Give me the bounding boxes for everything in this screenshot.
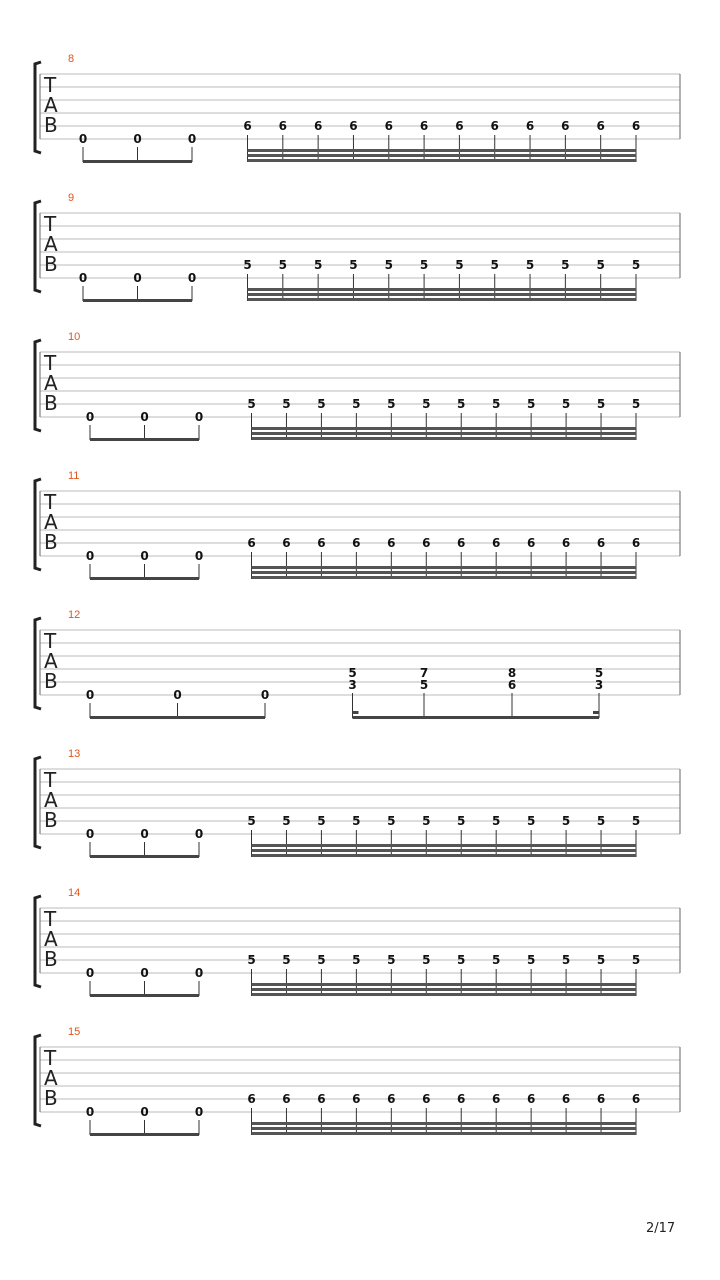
fret-number: 6 — [631, 119, 641, 133]
tab-system — [35, 609, 680, 719]
beam — [252, 1122, 637, 1125]
fret-number: 5 — [352, 814, 361, 828]
beam — [248, 293, 637, 296]
fret-number: 5 — [490, 258, 499, 272]
tab-system — [35, 887, 680, 997]
beam — [90, 994, 199, 997]
fret-number: 5 — [243, 258, 252, 272]
fret-number: 6 — [457, 536, 466, 550]
tab-clef-letter: A — [44, 1066, 58, 1090]
fret-number: 5 — [422, 397, 431, 411]
fret-number: 6 — [352, 1092, 361, 1106]
beam — [252, 427, 637, 430]
tab-clef-letter: T — [44, 907, 57, 931]
tab-clef-letter: B — [44, 113, 58, 137]
fret-number: 5 — [247, 814, 256, 828]
fret-number: 5 — [282, 397, 291, 411]
fret-number: 5 — [352, 397, 361, 411]
beam — [252, 993, 637, 996]
beam-stub — [353, 711, 359, 714]
tab-clef-letter: T — [44, 1046, 57, 1070]
fret-number: 5 — [596, 258, 605, 272]
fret-number: 5 — [594, 666, 604, 680]
measure-number: 13 — [68, 748, 81, 760]
beam — [252, 1132, 637, 1135]
fret-number: 0 — [85, 1105, 95, 1119]
fret-number: 5 — [561, 953, 571, 967]
fret-number: 6 — [387, 536, 396, 550]
tab-clef-letter: B — [44, 530, 58, 554]
tab-clef-letter: A — [44, 93, 58, 117]
fret-number: 0 — [78, 132, 88, 146]
fret-number: 6 — [422, 536, 431, 550]
beam — [83, 160, 192, 163]
fret-number: 5 — [422, 814, 431, 828]
tab-clef-letter: B — [44, 808, 58, 832]
fret-number: 6 — [282, 1092, 291, 1106]
fret-number: 6 — [384, 119, 393, 133]
fret-number: 0 — [133, 271, 142, 285]
fret-number: 5 — [631, 953, 641, 967]
fret-number: 0 — [194, 827, 204, 841]
tab-clef-letter: T — [44, 212, 57, 236]
fret-number: 5 — [348, 666, 357, 680]
fret-number: 5 — [631, 397, 641, 411]
fret-number: 5 — [561, 814, 571, 828]
beam — [252, 849, 637, 852]
tab-clef-letter: A — [44, 649, 58, 673]
beam — [252, 988, 637, 991]
fret-number: 0 — [173, 688, 182, 702]
fret-number: 0 — [133, 132, 142, 146]
beam — [252, 1127, 637, 1130]
fret-number: 6 — [631, 1092, 641, 1106]
fret-number: 5 — [526, 397, 536, 411]
tab-clef-letter: B — [44, 947, 58, 971]
fret-number: 5 — [526, 814, 536, 828]
fret-number: 5 — [282, 814, 291, 828]
tab-system — [35, 192, 680, 302]
measure-number: 10 — [68, 331, 81, 343]
beam — [248, 288, 637, 291]
fret-number: 6 — [313, 119, 323, 133]
fret-number: 5 — [457, 953, 466, 967]
tab-clef-letter: A — [44, 510, 58, 534]
fret-number: 0 — [140, 966, 149, 980]
beam — [248, 154, 637, 157]
fret-number: 5 — [387, 397, 396, 411]
fret-number: 6 — [247, 536, 256, 550]
fret-number: 5 — [422, 953, 431, 967]
fret-number: 5 — [247, 397, 256, 411]
beam — [252, 432, 637, 435]
tab-clef-letter: T — [44, 768, 57, 792]
fret-number: 5 — [313, 258, 323, 272]
beam — [252, 566, 637, 569]
fret-number: 0 — [194, 410, 204, 424]
fret-number: 5 — [317, 814, 326, 828]
fret-number: 6 — [247, 1092, 256, 1106]
beam-stub — [593, 711, 599, 714]
beam — [90, 716, 265, 719]
beam — [353, 716, 600, 719]
fret-number: 6 — [525, 119, 535, 133]
fret-number: 5 — [525, 258, 535, 272]
measure-number: 14 — [68, 887, 81, 899]
fret-number: 5 — [596, 953, 606, 967]
fret-number: 0 — [140, 410, 149, 424]
fret-number: 5 — [631, 258, 641, 272]
fret-number: 3 — [348, 678, 357, 692]
fret-number: 6 — [596, 119, 605, 133]
beam — [252, 983, 637, 986]
fret-number: 0 — [78, 271, 88, 285]
tab-clef-letter: B — [44, 391, 58, 415]
tab-clef-letter: B — [44, 252, 58, 276]
tab-clef-letter: T — [44, 629, 57, 653]
fret-number: 6 — [455, 119, 464, 133]
fret-number: 6 — [349, 119, 358, 133]
fret-number: 6 — [422, 1092, 431, 1106]
fret-number: 0 — [85, 827, 95, 841]
fret-number: 6 — [526, 1092, 536, 1106]
fret-number: 6 — [419, 119, 429, 133]
tab-clef-letter: A — [44, 232, 58, 256]
fret-number: 0 — [140, 549, 149, 563]
beam — [83, 299, 192, 302]
fret-number: 5 — [492, 397, 501, 411]
tab-clef-letter: A — [44, 927, 58, 951]
beam — [248, 149, 637, 152]
fret-number: 0 — [194, 549, 204, 563]
beam — [252, 844, 637, 847]
tab-clef-letter: T — [44, 351, 57, 375]
fret-number: 5 — [349, 258, 358, 272]
fret-number: 0 — [85, 410, 95, 424]
fret-number: 5 — [247, 953, 256, 967]
tab-system — [35, 53, 680, 163]
fret-number: 6 — [492, 536, 501, 550]
tab-clef-letter: B — [44, 1086, 58, 1110]
fret-number: 5 — [384, 258, 393, 272]
fret-number: 5 — [387, 814, 396, 828]
measure-number: 9 — [68, 192, 75, 204]
fret-number: 6 — [526, 536, 536, 550]
fret-number: 6 — [561, 536, 571, 550]
beam — [248, 159, 637, 162]
fret-number: 0 — [85, 549, 95, 563]
fret-number: 6 — [490, 119, 499, 133]
page-number: 2/17 — [646, 1221, 676, 1236]
measure-number: 12 — [68, 609, 81, 621]
beam — [90, 577, 199, 580]
tab-system — [35, 748, 680, 858]
fret-number: 0 — [140, 827, 149, 841]
fret-number: 5 — [457, 397, 466, 411]
fret-number: 0 — [260, 688, 270, 702]
fret-number: 5 — [282, 953, 291, 967]
fret-number: 0 — [140, 1105, 149, 1119]
tab-clef-letter: T — [44, 490, 57, 514]
fret-number: 0 — [85, 688, 95, 702]
tab-clef-letter: T — [44, 73, 57, 97]
fret-number: 5 — [492, 953, 501, 967]
fret-number: 0 — [194, 966, 204, 980]
beam — [252, 854, 637, 857]
fret-number: 7 — [419, 666, 429, 680]
fret-number: 5 — [317, 953, 326, 967]
fret-number: 6 — [387, 1092, 396, 1106]
fret-number: 5 — [419, 258, 429, 272]
fret-number: 6 — [596, 1092, 606, 1106]
fret-number: 6 — [631, 536, 641, 550]
fret-number: 5 — [492, 814, 501, 828]
fret-number: 5 — [419, 678, 429, 692]
fret-number: 6 — [492, 1092, 501, 1106]
fret-number: 6 — [317, 536, 326, 550]
fret-number: 5 — [317, 397, 326, 411]
fret-number: 5 — [596, 397, 606, 411]
tab-system — [35, 331, 680, 441]
fret-number: 8 — [507, 666, 517, 680]
fret-number: 5 — [596, 814, 606, 828]
tab-clef-letter: B — [44, 669, 58, 693]
beam — [90, 1133, 199, 1136]
fret-number: 6 — [457, 1092, 466, 1106]
tab-system — [35, 1026, 680, 1136]
fret-number: 5 — [561, 397, 571, 411]
fret-number: 0 — [187, 271, 197, 285]
fret-number: 0 — [194, 1105, 204, 1119]
fret-number: 5 — [387, 953, 396, 967]
beam — [248, 298, 637, 301]
fret-number: 5 — [561, 258, 570, 272]
fret-number: 6 — [352, 536, 361, 550]
beam — [252, 576, 637, 579]
fret-number: 6 — [282, 536, 291, 550]
fret-number: 0 — [187, 132, 197, 146]
measure-number: 15 — [68, 1026, 81, 1038]
fret-number: 6 — [317, 1092, 326, 1106]
measure-number: 11 — [68, 470, 80, 482]
fret-number: 6 — [596, 536, 606, 550]
fret-number: 6 — [561, 1092, 571, 1106]
beam — [90, 855, 199, 858]
fret-number: 5 — [457, 814, 466, 828]
measure-number: 8 — [68, 53, 75, 65]
fret-number: 3 — [594, 678, 604, 692]
tab-clef-letter: A — [44, 788, 58, 812]
fret-number: 5 — [278, 258, 287, 272]
fret-number: 6 — [561, 119, 570, 133]
fret-number: 5 — [455, 258, 464, 272]
fret-number: 6 — [278, 119, 287, 133]
fret-number: 5 — [526, 953, 536, 967]
beam — [252, 437, 637, 440]
fret-number: 0 — [85, 966, 95, 980]
fret-number: 5 — [631, 814, 641, 828]
fret-number: 6 — [243, 119, 252, 133]
fret-number: 5 — [352, 953, 361, 967]
fret-number: 6 — [507, 678, 517, 692]
beam — [90, 438, 199, 441]
beam — [252, 571, 637, 574]
tab-system — [35, 470, 680, 580]
tab-clef-letter: A — [44, 371, 58, 395]
